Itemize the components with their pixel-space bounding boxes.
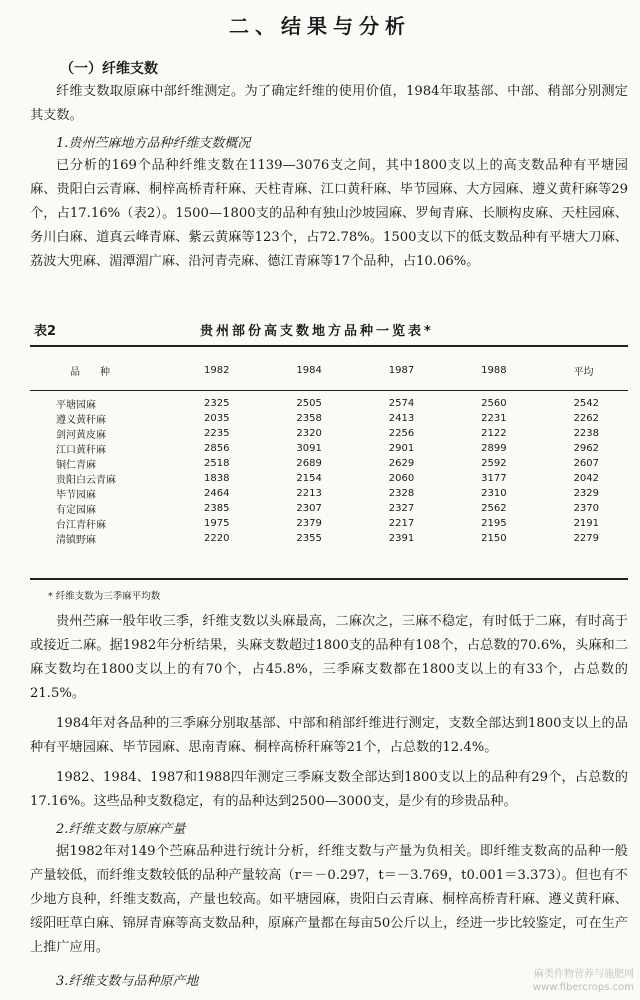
cell-value: 2217 (388, 518, 415, 529)
cell-value: 2385 (204, 503, 230, 514)
cell-value: 2307 (296, 503, 322, 514)
paragraph-seasonal-harvest: 贵州苎麻一般年收三季，纤维支数以头麻最高，二麻次之，三麻不稳定，有时低于二麻，有时高于或接近二麻。据1982年分析结果，头麻支数超过1800支的品种有108个，占总数的70.6%，头麻和二麻支数均在1800支以上的有70个，占45.8%，三季麻支数都在1800支以上的有33个，占总数的21.5%。 (30, 614, 628, 701)
cell-value: 1838 (204, 473, 230, 484)
table-row (30, 486, 628, 501)
cell-value: 3091 (296, 443, 322, 454)
header-average: 平均 (573, 366, 594, 378)
cell-value: 2329 (573, 488, 600, 499)
cell-variety: 清镇野麻 (56, 535, 96, 546)
paragraph-1984-measurement: 1984年对各品种的三季麻分别取基部、中部和稍部纤维进行测定，支数全部达到1800支以上的品种有平塘园麻、毕节园麻、思南青麻、桐梓高桥秆麻等21个，占总数的12.4%。 (30, 716, 628, 755)
table-bottom-rule (30, 578, 628, 580)
cell-value: 2191 (573, 518, 600, 529)
cell-variety: 毕节园麻 (56, 490, 96, 501)
subsection-heading: （一）纤维支数 (60, 61, 158, 77)
cell-value: 2035 (204, 413, 230, 424)
cell-value: 1975 (204, 518, 230, 529)
cell-value: 2154 (296, 473, 322, 484)
table-top-rule (30, 345, 628, 347)
cell-value: 2391 (388, 533, 415, 544)
cell-value: 2150 (481, 533, 507, 544)
table-row (30, 456, 628, 471)
cell-value: 2901 (388, 443, 415, 454)
header-1987: 1987 (388, 364, 415, 376)
cell-value: 2542 (573, 398, 600, 409)
cell-value: 2320 (296, 428, 322, 439)
paragraph-fiber-vs-yield: 据1982年对149个苎麻品种进行统计分析，纤维支数与产量为负相关。即纤维支数高的品种一般产量较低，而纤维支数较低的品种产量较高（r＝－0.297，t＝－3.769，t0.001＝3.373）。但也有不少地方良种，纤维支数高，产量也较高。如平塘园麻，贵阳白云青麻、桐梓高桥青秆麻、遵义黄秆麻、绥阳旺草白麻、锦屏青麻等高支数品种，原麻产量都在每亩50公斤以上，经进一步比较鉴定，可在生产上推广应用。 (30, 844, 628, 955)
table-row (30, 441, 628, 456)
cell-value: 2358 (296, 413, 322, 424)
cell-value: 2310 (481, 488, 507, 499)
cell-value: 2220 (204, 533, 230, 544)
paragraph-fiber-count-overview: 已分析的169个品种纤维支数在1139—3076支之间，其中1800支以上的高支数品种有平塘园麻、贵阳白云青麻、桐梓高桥青秆麻、天柱青麻、江口黄秆麻、毕节园麻、大方园麻、遵义黄秆麻等29个，占17.16%（表2）。1500—1800支的品种有独山沙坡园麻、罗甸青麻、长顺构皮麻、天柱园麻、务川白麻、道真云峰青麻、紫云黄麻等123个，占72.78%。1500支以下的低支数品种有平塘大刀麻、荔波大兜麻、湄潭湄广麻、沿河青壳麻、德江青麻等17个品种，占10.06%。 (30, 158, 628, 269)
cell-variety: 平塘园麻 (56, 400, 96, 411)
header-1984: 1984 (296, 364, 322, 376)
cell-variety: 江口黄秆麻 (56, 445, 106, 456)
cell-value: 2370 (573, 503, 600, 514)
watermark-line1: 麻类作物营养与施肥网 (534, 969, 634, 980)
cell-value: 2195 (481, 518, 507, 529)
table-header-row (30, 350, 628, 390)
watermark-line2: www.fibercrops.com (532, 982, 634, 993)
cell-value: 2042 (573, 473, 600, 484)
cell-value: 2279 (573, 533, 600, 544)
table-row (30, 531, 628, 546)
table-row (30, 426, 628, 441)
table-number: 表2 (34, 324, 57, 339)
cell-value: 2629 (388, 458, 415, 469)
cell-value: 2574 (388, 398, 415, 409)
cell-value: 2962 (573, 443, 600, 454)
cell-value: 3177 (481, 473, 507, 484)
cell-value: 2328 (388, 488, 415, 499)
header-1982: 1982 (204, 364, 230, 376)
table-row (30, 501, 628, 516)
cell-value: 2505 (296, 398, 322, 409)
cell-value: 2592 (481, 458, 507, 469)
cell-variety: 贵阳白云青麻 (56, 475, 116, 486)
cell-value: 2231 (481, 413, 507, 424)
cell-variety: 剑河黄皮麻 (56, 430, 106, 441)
cell-value: 2238 (573, 428, 600, 439)
heading-fiber-vs-origin: 3.纤维支数与品种原产地 (56, 974, 199, 989)
cell-value: 2562 (481, 503, 507, 514)
cell-value: 2689 (296, 458, 322, 469)
cell-value: 2560 (481, 398, 507, 409)
table-footnote: * 纤维支数为三季麻平均数 (48, 591, 161, 602)
cell-value: 2235 (204, 428, 230, 439)
cell-value: 2122 (481, 428, 507, 439)
heading-fiber-count-overview: 1.贵州苎麻地方品种纤维支数概况 (56, 136, 251, 151)
table-caption: 贵州部份高支数地方品种一览表* (200, 324, 434, 339)
table-row (30, 411, 628, 426)
cell-value: 2327 (388, 503, 415, 514)
cell-value: 2856 (204, 443, 230, 454)
cell-value: 2518 (204, 458, 230, 469)
data-table (30, 350, 628, 546)
table-row (30, 516, 628, 531)
paragraph-multiyear: 1982、1984、1987和1988四年测定三季麻支数全部达到1800支以上的品种有29个，占总数的17.16%。这些品种支数稳定，有的品种达到2500—3000支，是少有的珍贵品种。 (30, 770, 628, 809)
cell-variety: 有定园麻 (56, 505, 96, 516)
cell-value: 2213 (296, 488, 322, 499)
header-1988: 1988 (481, 364, 507, 376)
cell-value: 2262 (573, 413, 600, 424)
section-title: 二、结果与分析 (229, 14, 411, 38)
cell-variety: 遵义黄秆麻 (56, 415, 106, 426)
cell-value: 2607 (573, 458, 600, 469)
cell-value: 2899 (481, 443, 507, 454)
cell-value: 2379 (296, 518, 322, 529)
intro-paragraph: 纤维支数取原麻中部纤维测定。为了确定纤维的使用价值，1984年取基部、中部、稍部分别测定其支数。 (30, 84, 628, 123)
table-row (30, 390, 628, 411)
heading-fiber-vs-yield: 2.纤维支数与原麻产量 (56, 822, 186, 837)
table-row (30, 471, 628, 486)
cell-variety: 台江青秆麻 (56, 520, 106, 531)
watermark (533, 968, 634, 994)
header-variety: 品 种 (70, 366, 110, 378)
cell-variety: 铜仁青麻 (56, 460, 96, 471)
cell-value: 2413 (388, 413, 415, 424)
cell-value: 2325 (204, 398, 230, 409)
cell-value: 2256 (388, 428, 415, 439)
cell-value: 2464 (204, 488, 230, 499)
cell-value: 2060 (388, 473, 415, 484)
cell-value: 2355 (296, 533, 322, 544)
